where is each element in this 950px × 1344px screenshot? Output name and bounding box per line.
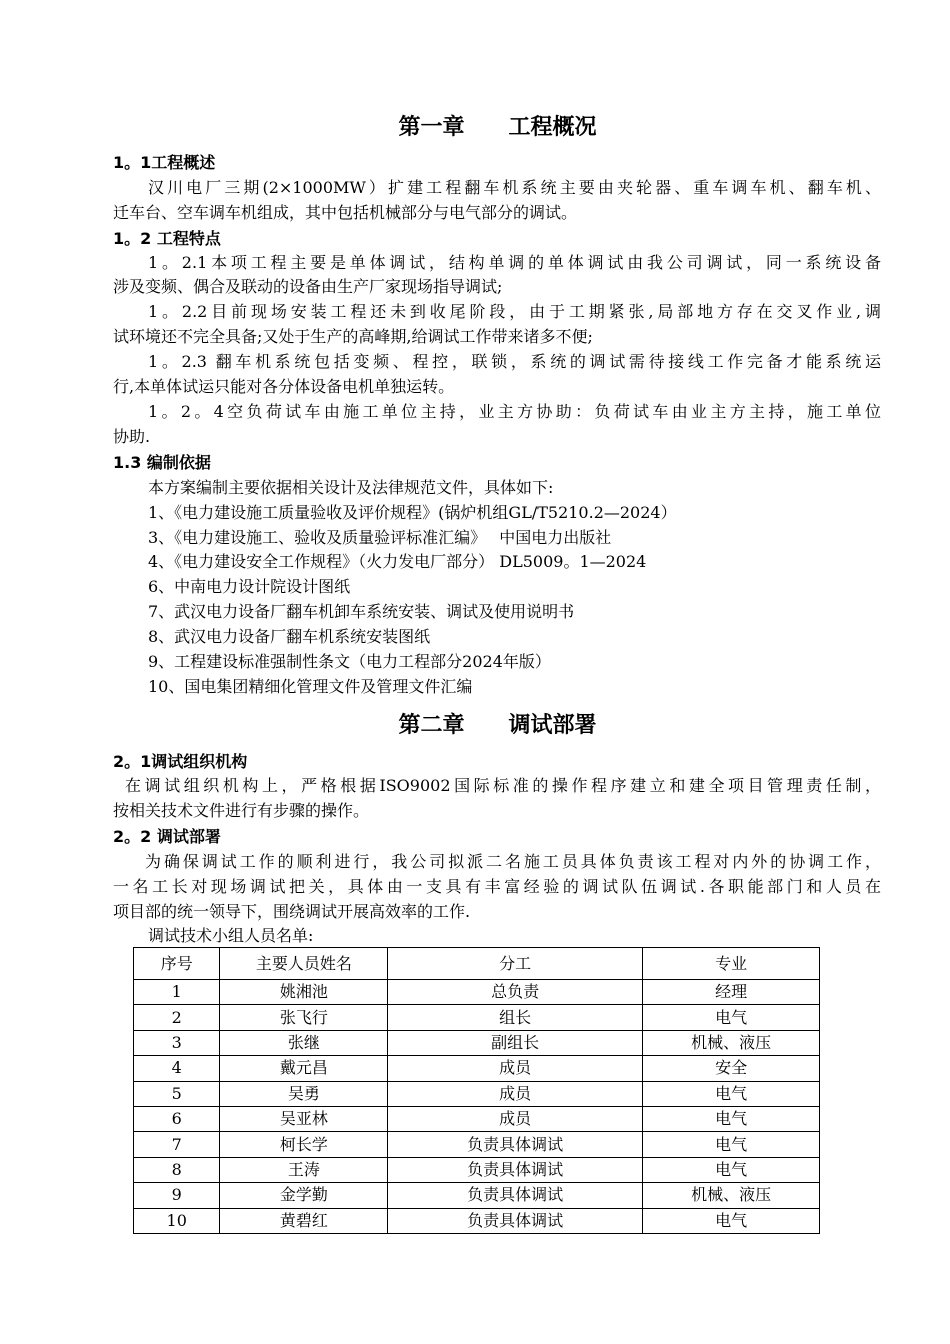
table-cell: 张飞行: [220, 1005, 388, 1030]
table-cell: 柯长学: [220, 1132, 388, 1157]
table-cell: 张继: [220, 1030, 388, 1055]
table-cell: 8: [134, 1157, 220, 1182]
basis-item: 7、武汉电力设备厂翻车机卸车系统安装、调试及使用说明书: [148, 602, 575, 621]
header-cell: 序号: [134, 948, 220, 980]
table-cell: 经理: [643, 980, 820, 1005]
table-caption: 调试技术小组人员名单:: [148, 926, 314, 945]
paragraph-line: 1。2.1本项工程主要是单体调试，结构单调的单体调试由我公司调试，同一系统设备: [148, 253, 881, 272]
chapter-2-title: 第二章 调试部署: [398, 713, 597, 738]
paragraph-line: 1。2.3 翻车机系统包括变频、程控，联锁，系统的调试需待接线工作完备才能系统运: [148, 352, 881, 371]
table-cell: 电气: [643, 1208, 820, 1233]
table-row: [134, 1183, 820, 1208]
table-cell: 金学勤: [220, 1183, 388, 1208]
table-cell: 机械、液压: [643, 1183, 820, 1208]
table-cell: 9: [134, 1183, 220, 1208]
paragraph-line: 试环境还不完全具备;又处于生产的高峰期,给调试工作带来诸多不便;: [113, 327, 593, 346]
basis-item: 9、工程建设标准强制性条文（电力工程部分2024年版）: [148, 652, 551, 671]
table-cell: 3: [134, 1030, 220, 1055]
table-row: [134, 980, 820, 1005]
table-cell: 7: [134, 1132, 220, 1157]
table-cell: 吴勇: [220, 1081, 388, 1106]
paragraph-line: 迁车台、空车调车机组成，其中包括机械部分与电气部分的调试。: [113, 203, 578, 222]
paragraph-line: 项目部的统一领导下，围绕调试开展高效率的工作.: [113, 902, 471, 921]
table-cell: 安全: [643, 1056, 820, 1081]
table-cell: 机械、液压: [643, 1030, 820, 1055]
paragraph-line: 在调试组织机构上，严格根据ISO9002国际标准的操作程序建立和建全项目管理责任制，: [125, 776, 881, 795]
section-2-2-heading: 2。2 调试部署: [113, 827, 221, 846]
section-1-1-heading: 1。1工程概述: [113, 153, 216, 172]
table-cell: 成员: [388, 1106, 643, 1131]
table-row: [134, 1081, 820, 1106]
basis-intro: 本方案编制主要依据相关设计及法律规范文件，具体如下:: [148, 478, 554, 497]
table-cell: 组长: [388, 1005, 643, 1030]
table-cell: 王涛: [220, 1157, 388, 1182]
table-header-row: [134, 948, 820, 980]
section-1-3-heading: 1.3 编制依据: [113, 453, 211, 472]
paragraph-line: 汉川电厂三期(2×1000MW）扩建工程翻车机系统主要由夹轮器、重车调车机、翻车机、: [148, 178, 881, 197]
basis-item: 1、《电力建设施工质量验收及评价规程》(锅炉机组GL/T5210.2—2024）: [148, 503, 677, 522]
table-cell: 姚湘池: [220, 980, 388, 1005]
table-cell: 6: [134, 1106, 220, 1131]
table-row: [134, 1030, 820, 1055]
table-cell: 黄碧红: [220, 1208, 388, 1233]
table-row: [134, 1106, 820, 1131]
paragraph-line: 为确保调试工作的顺利进行，我公司拟派二名施工员具体负责该工程对内外的协调工作，: [145, 852, 881, 871]
table-cell: 负责具体调试: [388, 1208, 643, 1233]
section-1-2-heading: 1。2 工程特点: [113, 229, 221, 248]
header-cell: 分工: [388, 948, 643, 980]
table-cell: 总负责: [388, 980, 643, 1005]
table-cell: 10: [134, 1208, 220, 1233]
paragraph-line: 协助.: [113, 427, 151, 446]
table-cell: 1: [134, 980, 220, 1005]
table-cell: 电气: [643, 1157, 820, 1182]
table-cell: 戴元昌: [220, 1056, 388, 1081]
table-cell: 4: [134, 1056, 220, 1081]
table-cell: 2: [134, 1005, 220, 1030]
basis-item: 10、国电集团精细化管理文件及管理文件汇编: [148, 677, 473, 696]
paragraph-line: 1。2.2目前现场安装工程还未到收尾阶段，由于工期紧张,局部地方存在交叉作业,调: [148, 302, 881, 321]
paragraph-line: 1。2。4空负荷试车由施工单位主持，业主方协助：负荷试车由业主方主持，施工单位: [148, 402, 881, 421]
table-cell: 负责具体调试: [388, 1183, 643, 1208]
table-cell: 吴亚林: [220, 1106, 388, 1131]
table-cell: 电气: [643, 1132, 820, 1157]
table-cell: 成员: [388, 1081, 643, 1106]
table-cell: 成员: [388, 1056, 643, 1081]
table-row: [134, 1005, 820, 1030]
basis-item: 6、中南电力设计院设计图纸: [148, 577, 351, 596]
header-cell: 主要人员姓名: [220, 948, 388, 980]
table-cell: 5: [134, 1081, 220, 1106]
table-cell: 电气: [643, 1106, 820, 1131]
table-row: [134, 1157, 820, 1182]
paragraph-line: 涉及变频、偶合及联动的设备由生产厂家现场指导调试;: [113, 277, 503, 296]
basis-item: 3、《电力建设施工、验收及质量验评标准汇编》 中国电力出版社: [148, 528, 612, 547]
paragraph-line: 按相关技术文件进行有步骤的操作。: [113, 801, 370, 820]
table-cell: 电气: [643, 1005, 820, 1030]
table-cell: 负责具体调试: [388, 1132, 643, 1157]
header-cell: 专业: [643, 948, 820, 980]
paragraph-line: 一名工长对现场调试把关，具体由一支具有丰富经验的调试队伍调试.各职能部门和人员在: [113, 877, 881, 896]
staff-table: [133, 947, 820, 1234]
table-row: [134, 1132, 820, 1157]
section-2-1-heading: 2。1调试组织机构: [113, 752, 248, 771]
table-cell: 电气: [643, 1081, 820, 1106]
table-row: [134, 1208, 820, 1233]
basis-item: 4、《电力建设安全工作规程》（火力发电厂部分） DL5009。1—2024: [148, 552, 647, 571]
chapter-1-title: 第一章 工程概况: [398, 115, 597, 140]
table-cell: 副组长: [388, 1030, 643, 1055]
basis-item: 8、武汉电力设备厂翻车机系统安装图纸: [148, 627, 431, 646]
paragraph-line: 行,本单体试运只能对各分体设备电机单独运转。: [113, 377, 455, 396]
table-row: [134, 1056, 820, 1081]
table-cell: 负责具体调试: [388, 1157, 643, 1182]
